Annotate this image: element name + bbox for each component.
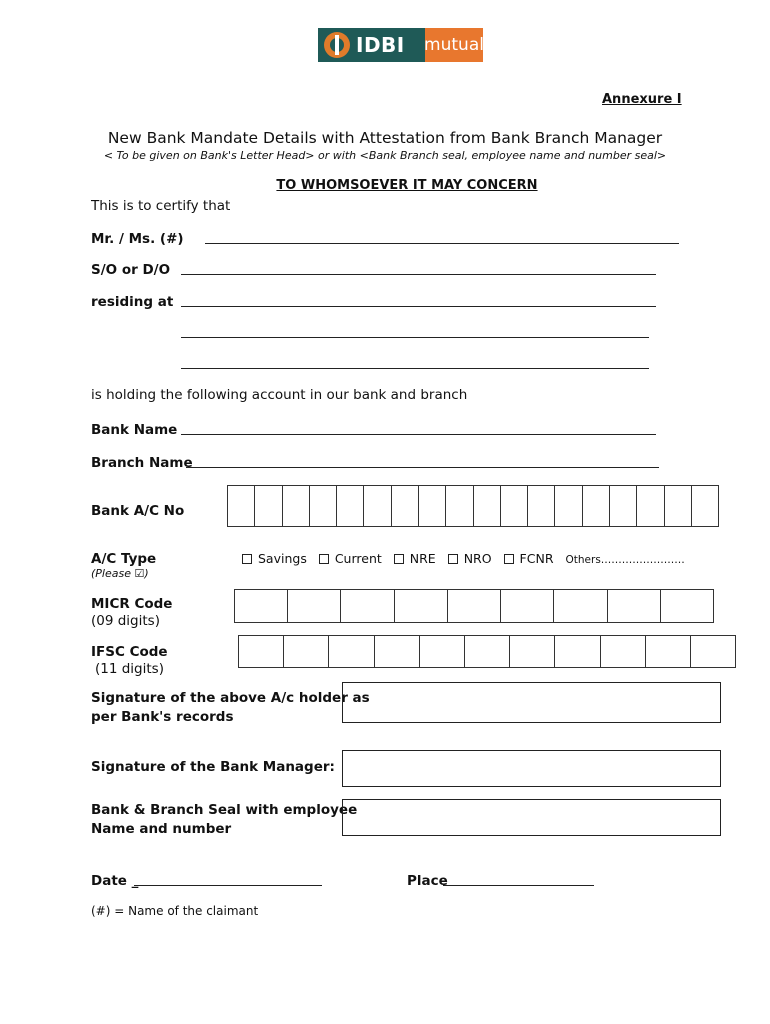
micr-digit-cell[interactable] — [554, 590, 607, 622]
account-digit-cell[interactable] — [610, 486, 637, 526]
micr-digit-cell[interactable] — [395, 590, 448, 622]
ifsc-label: IFSC Code — [91, 644, 168, 660]
checkbox-icon[interactable] — [394, 554, 404, 564]
ifsc-char-cell[interactable] — [646, 636, 691, 667]
account-digit-cell[interactable] — [555, 486, 582, 526]
account-digit-cell[interactable] — [446, 486, 473, 526]
idbi-mutual-logo — [318, 28, 483, 62]
account-digit-cell[interactable] — [310, 486, 337, 526]
logo-sub: mutual — [425, 28, 483, 62]
address-line-2[interactable] — [181, 337, 649, 338]
ifsc-char-cell[interactable] — [420, 636, 465, 667]
account-digit-cell[interactable] — [528, 486, 555, 526]
place-line[interactable] — [443, 885, 594, 886]
holding-text: is holding the following account in our bank and branch — [91, 387, 468, 403]
ifsc-char-cell[interactable] — [601, 636, 646, 667]
account-no-label: Bank A/C No — [91, 503, 185, 519]
ac-option-fcnr[interactable]: FCNR — [504, 551, 554, 566]
page-subtitle: < To be given on Bank's Letter Head> or with <Bank Branch seal, employee name and number seal> — [103, 149, 667, 162]
parent-line[interactable] — [181, 274, 656, 275]
residing-label: residing at — [91, 294, 174, 310]
micr-note: (09 digits) — [91, 613, 160, 629]
ifsc-char-cell[interactable] — [465, 636, 510, 667]
ifsc-note: (11 digits) — [95, 661, 164, 677]
account-digit-cell[interactable] — [364, 486, 391, 526]
micr-label: MICR Code — [91, 596, 173, 612]
sig-holder-label-2: per Bank's records — [91, 709, 234, 725]
account-digit-cell[interactable] — [337, 486, 364, 526]
logo-emblem-icon — [324, 32, 350, 58]
micr-digit-cell[interactable] — [448, 590, 501, 622]
micr-code-grid[interactable] — [234, 589, 714, 623]
branch-name-label: Branch Name — [91, 455, 193, 471]
ifsc-code-grid[interactable] — [238, 635, 736, 668]
account-digit-cell[interactable] — [637, 486, 664, 526]
account-digit-cell[interactable] — [665, 486, 692, 526]
sig-holder-label-1: Signature of the above A/c holder as — [91, 690, 370, 706]
seal-label-1: Bank & Branch Seal with employee — [91, 802, 358, 818]
ifsc-char-cell[interactable] — [555, 636, 600, 667]
ac-type-note: (Please ☑) — [91, 567, 149, 580]
micr-digit-cell[interactable] — [288, 590, 341, 622]
ifsc-char-cell[interactable] — [329, 636, 374, 667]
name-label: Mr. / Ms. (#) — [91, 231, 184, 247]
sig-manager-label: Signature of the Bank Manager: — [91, 759, 335, 775]
ac-type-label: A/C Type — [91, 551, 157, 567]
micr-digit-cell[interactable] — [501, 590, 554, 622]
account-digit-cell[interactable] — [583, 486, 610, 526]
seal-box[interactable] — [342, 799, 721, 836]
checkbox-icon[interactable] — [448, 554, 458, 564]
ac-option-nro[interactable]: NRO — [448, 551, 492, 566]
ac-option-savings[interactable]: Savings — [242, 551, 307, 566]
checkbox-icon[interactable] — [504, 554, 514, 564]
holder-signature-box[interactable] — [342, 682, 721, 723]
certify-text: This is to certify that — [91, 198, 231, 214]
micr-digit-cell[interactable] — [608, 590, 661, 622]
address-line-3[interactable] — [181, 368, 649, 369]
logo-left-block — [318, 28, 425, 62]
bank-name-label: Bank Name — [91, 422, 178, 438]
account-digit-cell[interactable] — [419, 486, 446, 526]
ac-option-nre[interactable]: NRE — [394, 551, 436, 566]
account-digit-cell[interactable] — [692, 486, 718, 526]
manager-signature-box[interactable] — [342, 750, 721, 787]
ac-option-current[interactable]: Current — [319, 551, 382, 566]
address-line-1[interactable] — [181, 306, 656, 307]
bank-name-line[interactable] — [181, 434, 656, 435]
date-label: Date _ — [91, 873, 139, 889]
ifsc-char-cell[interactable] — [510, 636, 555, 667]
account-digit-cell[interactable] — [501, 486, 528, 526]
ifsc-char-cell[interactable] — [375, 636, 420, 667]
place-label: Place — [407, 873, 448, 889]
micr-digit-cell[interactable] — [235, 590, 288, 622]
ifsc-char-cell[interactable] — [239, 636, 284, 667]
ac-option-others[interactable]: Others…………………… — [565, 554, 685, 566]
account-digit-cell[interactable] — [255, 486, 282, 526]
parent-label: S/O or D/O — [91, 262, 171, 278]
name-line[interactable] — [205, 243, 679, 244]
account-digit-cell[interactable] — [228, 486, 255, 526]
ac-type-options — [242, 551, 693, 566]
account-digit-cell[interactable] — [283, 486, 310, 526]
footnote: (#) = Name of the claimant — [91, 904, 259, 918]
seal-label-2: Name and number — [91, 821, 232, 837]
account-digit-cell[interactable] — [392, 486, 419, 526]
page-title: New Bank Mandate Details with Attestation from Bank Branch Manager — [107, 129, 663, 147]
micr-digit-cell[interactable] — [341, 590, 394, 622]
annexure-label: Annexure I — [602, 92, 682, 107]
date-line[interactable] — [134, 885, 322, 886]
branch-name-line[interactable] — [186, 467, 659, 468]
logo-brand: IDBI — [356, 33, 405, 57]
micr-digit-cell[interactable] — [661, 590, 713, 622]
checkbox-icon[interactable] — [319, 554, 329, 564]
ifsc-char-cell[interactable] — [284, 636, 329, 667]
account-digit-cell[interactable] — [474, 486, 501, 526]
ifsc-char-cell[interactable] — [691, 636, 735, 667]
checkbox-icon[interactable] — [242, 554, 252, 564]
concern-heading: TO WHOMSOEVER IT MAY CONCERN — [276, 178, 538, 193]
account-number-grid[interactable] — [227, 485, 719, 527]
